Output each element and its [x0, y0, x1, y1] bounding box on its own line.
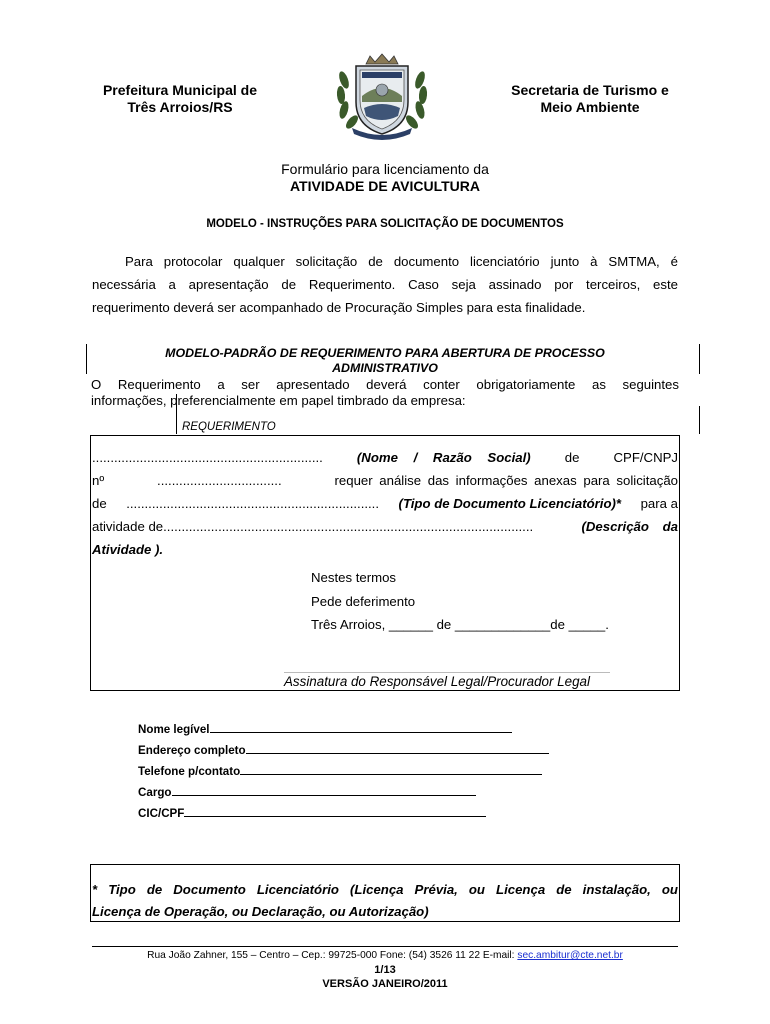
intro-paragraph	[92, 250, 678, 319]
margin-bar	[86, 344, 87, 374]
coat-of-arms-icon	[332, 50, 432, 140]
req-para: para a	[640, 496, 678, 511]
position-input-line[interactable]	[172, 784, 476, 796]
field-position	[138, 782, 549, 803]
secretariat-name-cont: Meio Ambiente	[540, 99, 640, 115]
req-line-1	[92, 450, 678, 473]
margin-bar	[176, 394, 177, 434]
footer-address-text: Rua João Zahner, 155 – Centro – Cep.: 99725-000 Fone: (54) 3526 11 22 E-mail:	[147, 950, 515, 961]
closing-terms: Nestes termos	[311, 570, 397, 585]
margin-bar	[679, 648, 680, 660]
closing-block	[311, 566, 609, 637]
form-title	[0, 161, 770, 195]
field-cpf	[138, 803, 549, 824]
footnote-text	[92, 879, 678, 923]
municipality-state: Três Arroios/RS	[127, 99, 233, 115]
req-line-3	[92, 496, 678, 519]
footer-address	[0, 950, 770, 961]
standard-model-title-line2: ADMINISTRATIVO	[332, 361, 438, 375]
field-label: Endereço completo	[138, 744, 246, 757]
intro-line1: Para protocolar qualquer solicitação de documento licenciatório junto à SMTMA, é	[125, 254, 678, 269]
cpf-cnpj-label: CPF/CNPJ	[613, 450, 678, 465]
doc-type-placeholder: (Tipo de Documento Licenciatório)*	[398, 496, 622, 511]
margin-bar	[90, 562, 91, 572]
field-full-name	[138, 719, 549, 740]
activity-fill-dots: atividade de.....................................................................................................	[92, 519, 534, 534]
field-label: Telefone p/contato	[138, 765, 241, 778]
margin-bar	[90, 648, 91, 660]
activity-desc-placeholder: (Descrição da	[581, 519, 678, 534]
form-title-line2: ATIVIDADE DE AVICULTURA	[289, 178, 481, 194]
header-right	[470, 82, 710, 116]
form-title-line1: Formulário para licenciamento da	[281, 161, 489, 177]
name-fill-dots: ...............................................................	[92, 450, 323, 465]
name-input-line[interactable]	[210, 721, 512, 733]
margin-bar	[679, 562, 680, 572]
margin-bar	[90, 602, 91, 614]
version-label: VERSÃO JANEIRO/2011	[322, 978, 448, 990]
field-phone	[138, 761, 549, 782]
standard-model-description	[91, 377, 679, 409]
margin-bar	[699, 344, 700, 374]
intro-line2: necessária a apresentação de Requerimento. Caso seja assinado por terceiros, este	[92, 277, 678, 292]
req-line-4	[92, 519, 678, 542]
request-text: requer análise das informações anexas para solicitação	[334, 473, 678, 488]
cpf-input-line[interactable]	[184, 805, 486, 817]
contact-fields	[138, 719, 549, 824]
municipality-name: Prefeitura Municipal de	[102, 82, 258, 98]
standard-model-desc-line1: O Requerimento a ser apresentado deverá conter obrigatoriamente as seguintes	[91, 377, 679, 392]
phone-input-line[interactable]	[240, 763, 542, 775]
place-date-line: Três Arroios, ______ de _____________de _____.	[311, 617, 609, 632]
margin-bar	[90, 626, 91, 638]
signature-line	[284, 672, 610, 673]
number-fill-dots: ..................................	[157, 473, 282, 488]
margin-bar	[699, 406, 700, 434]
signature-label: Assinatura do Responsável Legal/Procurador Legal	[284, 674, 590, 689]
name-placeholder: (Nome / Razão Social)	[356, 450, 531, 465]
footnote-line2: Licença de Operação, ou Declaração, ou Autorização)	[92, 904, 429, 919]
field-label: Cargo	[138, 786, 172, 799]
field-label: CIC/CPF	[138, 807, 185, 820]
number-label: nº	[92, 473, 105, 488]
secretariat-name: Secretaria de Turismo e	[511, 82, 669, 98]
page-number: 1/13	[374, 964, 396, 976]
requerimento-text	[92, 450, 678, 565]
requerimento-label: REQUERIMENTO	[182, 421, 276, 433]
footer-email-link[interactable]: sec.ambitur@cte.net.br	[517, 950, 623, 961]
footer-rule	[92, 946, 678, 947]
req-de-1: de	[564, 450, 580, 465]
standard-model-desc-line2: informações, preferencialmente em papel timbrado da empresa:	[91, 393, 466, 408]
margin-bar	[679, 602, 680, 614]
footnote-line1: * Tipo de Documento Licenciatório (Licença Prévia, ou Licença de instalação, ou	[92, 882, 678, 897]
model-heading: MODELO - INSTRUÇÕES PARA SOLICITAÇÃO DE DOCUMENTOS	[206, 218, 564, 230]
margin-bar	[679, 580, 680, 592]
req-line-2	[92, 473, 678, 496]
address-input-line[interactable]	[246, 742, 549, 754]
req-line-5	[92, 542, 678, 565]
req-de-2: de	[92, 496, 107, 511]
field-label: Nome legível	[138, 723, 210, 736]
header-left	[60, 82, 300, 116]
margin-bar	[679, 626, 680, 638]
intro-line3: requerimento deverá ser acompanhado de Procuração Simples para esta finalidade.	[92, 300, 586, 315]
field-address	[138, 740, 549, 761]
standard-model-title	[92, 346, 678, 376]
closing-request: Pede deferimento	[311, 593, 416, 609]
standard-model-title-line1: MODELO-PADRÃO DE REQUERIMENTO PARA ABERTURA DE PROCESSO	[165, 346, 605, 360]
margin-bar	[90, 580, 91, 592]
doc-type-fill-dots: .....................................................................	[126, 496, 380, 511]
activity-end: Atividade ).	[92, 542, 164, 557]
